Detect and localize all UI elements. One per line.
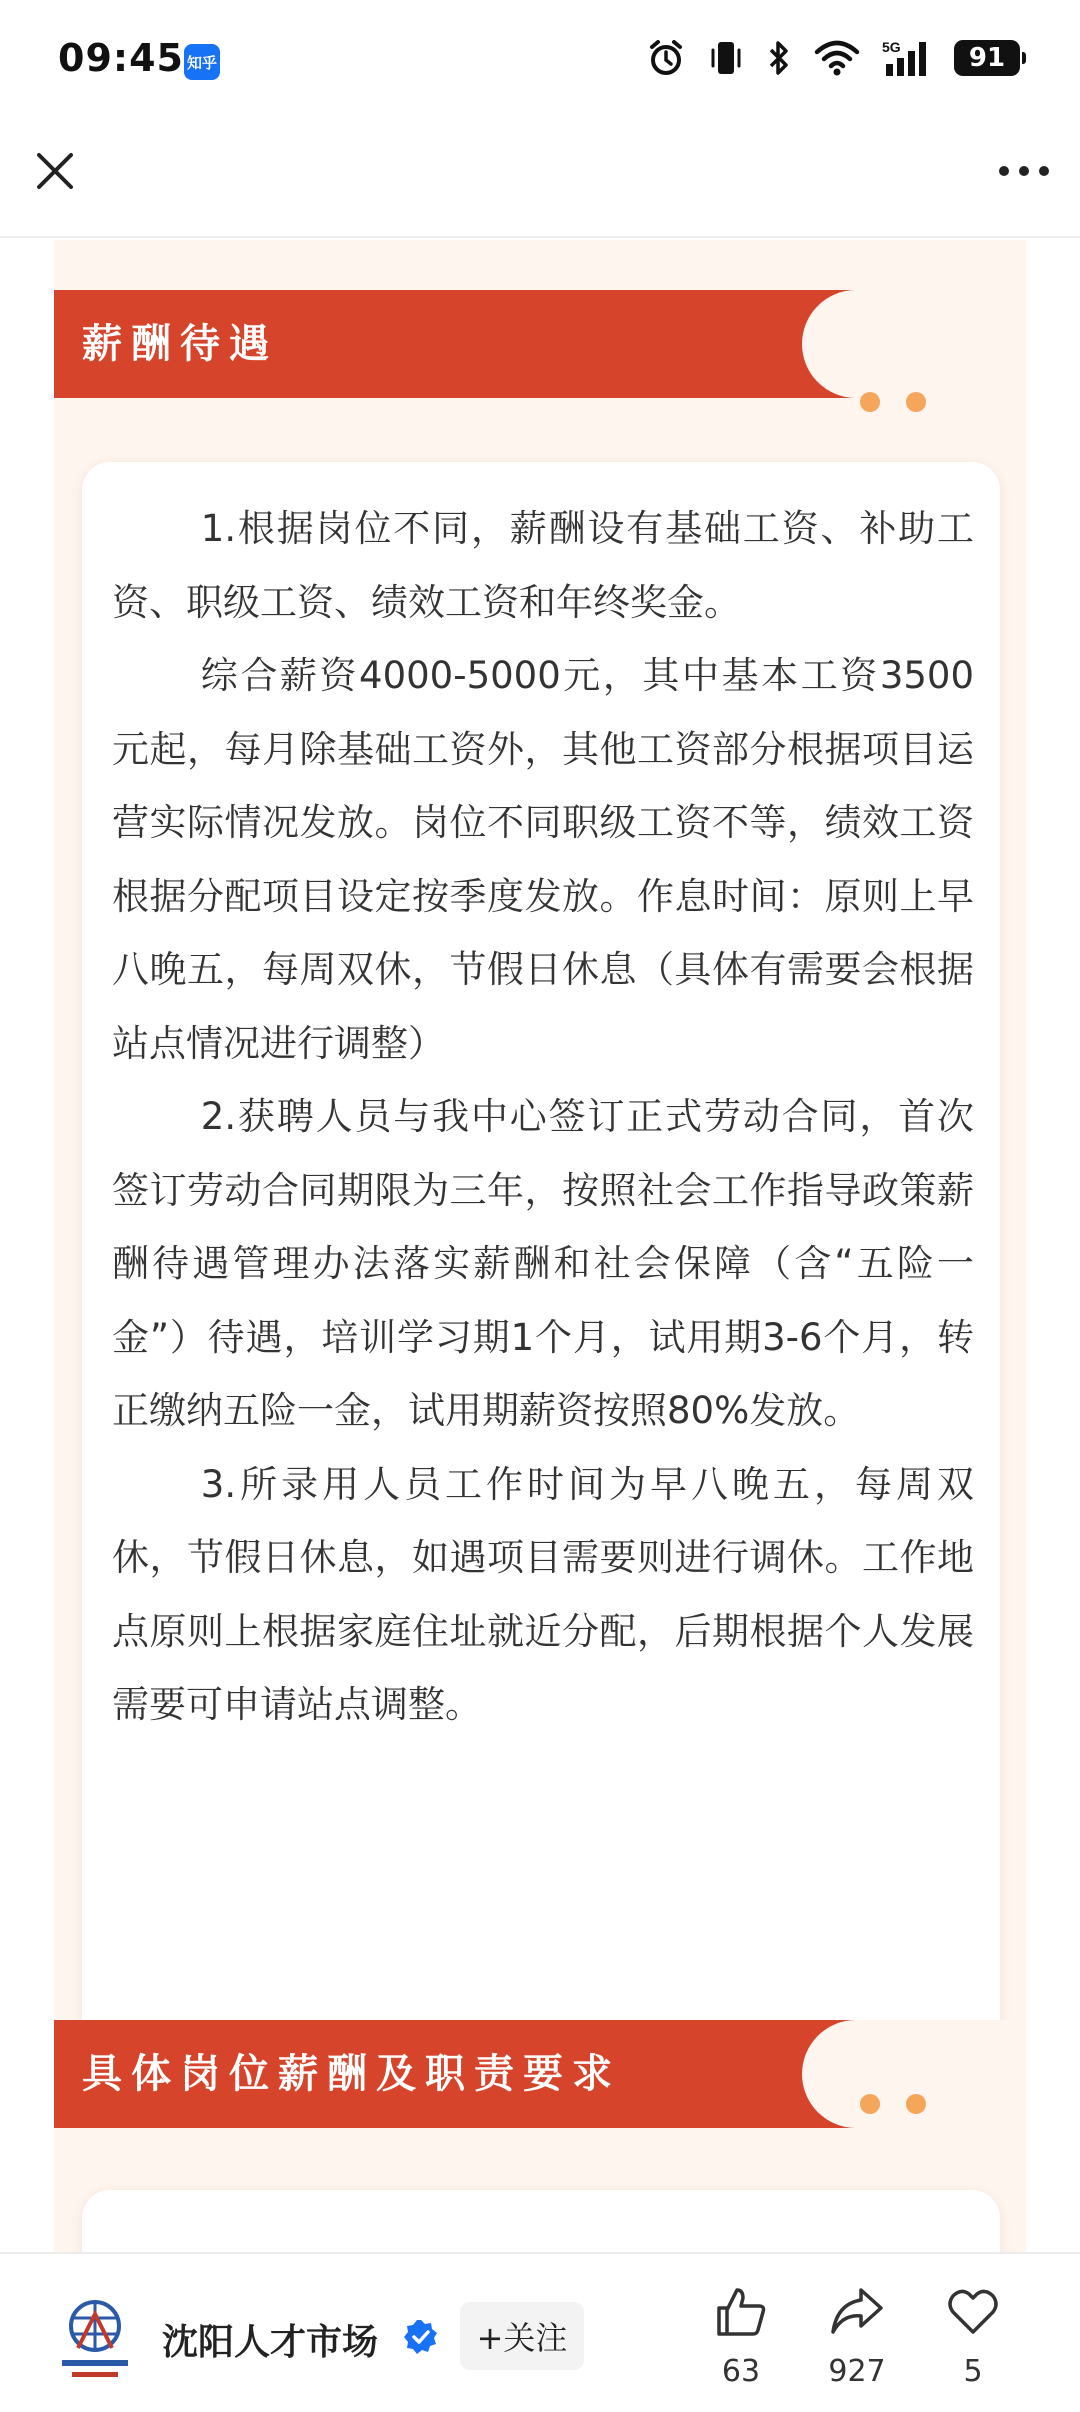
author-avatar-icon xyxy=(56,2294,134,2382)
wifi-icon xyxy=(814,40,860,76)
author-name[interactable]: 沈阳人才市场 xyxy=(162,2322,379,2363)
section-header-positions xyxy=(54,2020,1026,2128)
author-logo[interactable] xyxy=(56,2294,134,2382)
more-options-button[interactable] xyxy=(992,144,1056,198)
section-header-salary xyxy=(54,290,1026,398)
battery-indicator: 91 xyxy=(954,40,1020,76)
paragraph: 3.所录用人员工作时间为早八晚五，每周双休，节假日休息，如遇项目需要则进行调休。工作地点原则上根据家庭住址就近分配，后期根据个人发展需要可申请站点调整。 xyxy=(112,1462,974,1726)
like-count: 63 xyxy=(721,2354,761,2389)
status-icons xyxy=(646,38,1020,78)
favorite-count: 5 xyxy=(963,2354,983,2389)
paragraph: 2.获聘人员与我中心签订正式劳动合同，首次签订劳动合同期限为三年，按照社会工作指导政策薪酬待遇管理办法落实薪酬和社会保障（含“五险一金”）待遇，培训学习期1个月，试用期3-6个月，转正缴纳五险一金，试用期薪资按照80%发放。 xyxy=(112,1095,974,1432)
more-dots-icon xyxy=(998,165,1050,177)
share-button[interactable] xyxy=(812,2284,902,2389)
decor-dot xyxy=(860,2094,880,2114)
verified-icon xyxy=(402,2318,440,2356)
paragraph: 1.根据岗位不同，薪酬设有基础工资、补助工资、职级工资、绩效工资和年终奖金。 xyxy=(112,507,974,624)
decor-dot xyxy=(860,392,880,412)
paragraph: 综合薪资4000-5000元，其中基本工资3500元起，每月除基础工资外，其他工资部分根据项目运营实际情况发放。岗位不同职级工资不等，绩效工资根据分配项目设定按季度发放。作息时间：原则上早八晚五，每周双休，节假日休息（具体有需要会根据站点情况进行调整） xyxy=(112,654,974,1065)
vibrate-icon xyxy=(708,38,744,78)
close-icon xyxy=(35,151,75,191)
section-title: 薪酬待遇 xyxy=(82,321,278,367)
thumbs-up-icon xyxy=(713,2284,769,2340)
decor-dot xyxy=(906,392,926,412)
bluetooth-icon xyxy=(766,38,792,78)
alarm-icon xyxy=(646,38,686,78)
section-title: 具体岗位薪酬及职责要求 xyxy=(82,2051,621,2097)
close-button[interactable] xyxy=(28,144,82,198)
like-button[interactable] xyxy=(696,2284,786,2389)
zhihu-app-icon: 知乎 xyxy=(184,44,220,80)
top-nav xyxy=(0,120,1080,238)
salary-card xyxy=(82,462,1000,2198)
heart-icon xyxy=(945,2284,1001,2340)
signal-5g-icon xyxy=(882,38,932,78)
article-continued xyxy=(54,2020,1026,2252)
follow-button[interactable]: +关注 xyxy=(460,2302,584,2370)
status-time: 09:45 xyxy=(58,36,184,80)
bottom-action-bar xyxy=(0,2252,1080,2412)
network-label: 5G xyxy=(882,39,901,55)
status-bar xyxy=(0,0,1080,120)
decor-dot xyxy=(906,2094,926,2114)
article-content xyxy=(54,240,1026,2252)
share-icon xyxy=(829,2284,885,2340)
share-count: 927 xyxy=(828,2354,886,2389)
favorite-button[interactable] xyxy=(928,2284,1018,2389)
